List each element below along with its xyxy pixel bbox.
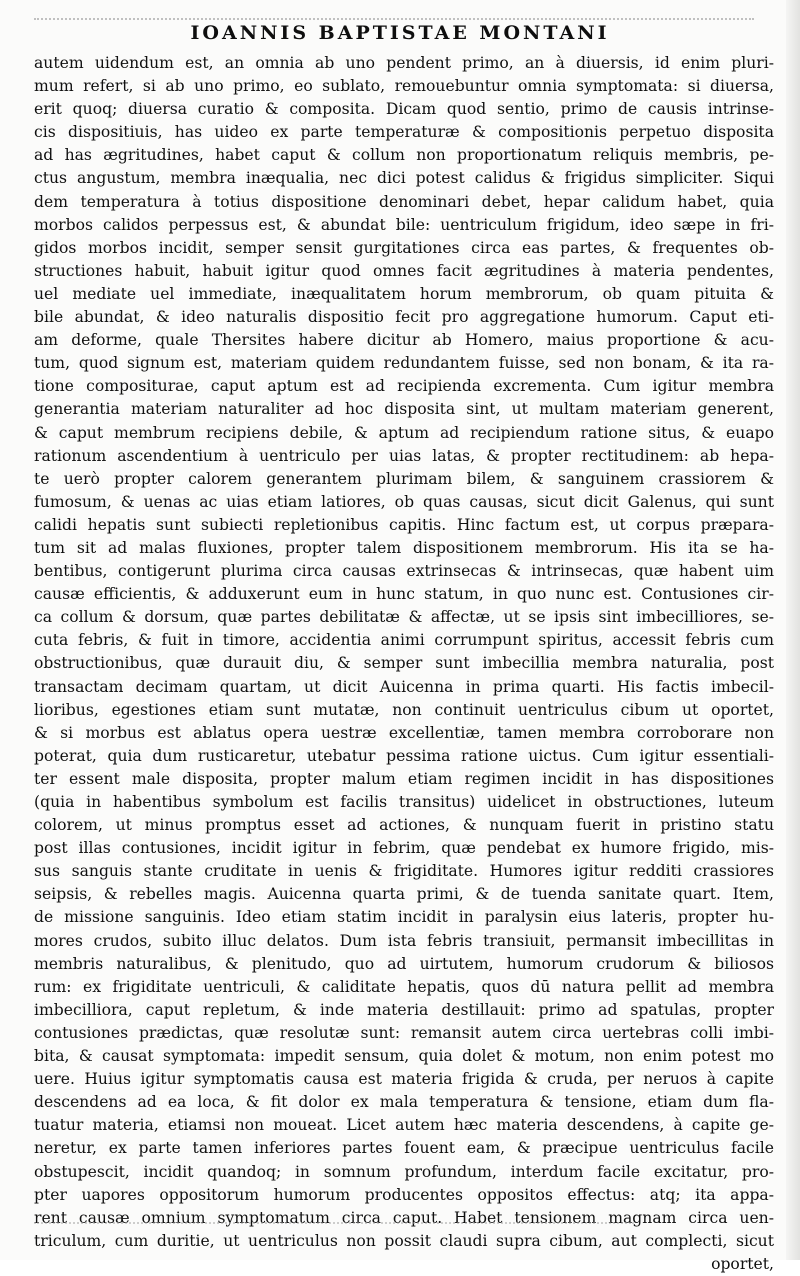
text-line: bile abundat, & ideo naturalis dispositio fecit pro aggregatione humorum. Caput eti- — [34, 308, 774, 327]
text-line: structiones habuit, habuit igitur quod omnes facit ægritudines à materia pendentes, — [34, 261, 774, 280]
text-line: lioribus, egestiones etiam sunt mutatæ, non continuit uentriculus cibum ut oportet, — [34, 700, 774, 719]
text-line: bita, & causat symptomata: impedit sensum, quia dolet & motum, non enim potest mo — [34, 1047, 774, 1066]
text-line: tione compositurae, caput aptum est ad recipienda excrementa. Cum igitur membra — [34, 377, 774, 396]
text-line: ca collum & dorsum, quæ partes debilitatæ & affectæ, ut se ipsis sint imbecilliores, se- — [34, 608, 774, 627]
text-line: calidi hepatis sunt subiecti repletionibus capitis. Hinc factum est, ut corpus præpara- — [34, 515, 774, 534]
text-line: & si morbus est ablatus opera uestræ excellentiæ, tamen membra corroborare non — [34, 723, 774, 742]
text-line: mum refert, si ab uno primo, eo sublato, remouebuntur omnia symptomata: si diuersa, — [34, 77, 774, 96]
show-through-bottom — [34, 1222, 634, 1230]
text-line: & caput membrum recipiens debile, & aptum ad recipiendum ratione situs, & euapo — [34, 423, 774, 442]
text-line: membris naturalibus, & plenitudo, quo ad uirtutem, humorum crudorum & biliosos — [34, 954, 774, 973]
text-line: tuatur materia, etiamsi non moueat. Licet autem hæc materia descendens, à capite ge- — [34, 1116, 774, 1135]
text-line: causæ efficientis, & adduxerunt eum in hunc statum, in quo nunc est. Contusiones cir- — [34, 585, 774, 604]
text-line: contusiones prædictas, quæ resolutæ sunt: remansit autem circa uertebras colli imbi- — [34, 1023, 774, 1042]
text-line: sus sanguis stante cruditate in uenis & frigiditate. Humores igitur redditi crassiores — [34, 862, 774, 881]
text-line: transactam decimam quartam, ut dicit Auicenna in prima quarti. His factis imbecil- — [34, 677, 774, 696]
text-line: tum sit ad malas fluxiones, propter talem dispositionem membrorum. His ita se ha- — [34, 538, 774, 557]
text-line: am deforme, quale Thersites habere dicitur ab Homero, maius proportione & acu- — [34, 331, 774, 350]
text-line: de missione sanguinis. Ideo etiam statim incidit in paralysin eius lateris, propter hu- — [34, 908, 774, 927]
text-line: descendens ad ea loca, & fit dolor ex mala temperatura & tensione, etiam dum fla- — [34, 1093, 774, 1112]
text-line: fumosum, & uenas ac uias etiam latiores, ob quas causas, sicut dicit Galenus, qui sunt — [34, 492, 774, 511]
text-line: uere. Huius igitur symptomatis causa est materia frigida & cruda, per neruos à capite — [34, 1070, 774, 1089]
text-line: rum: ex frigiditate uentriculi, & caliditate hepatis, quos dū natura pellit ad membra — [34, 977, 774, 996]
text-line: tum, quod signum est, materiam quidem redundantem fuisse, sed non bonam, & ita ra- — [34, 354, 774, 373]
text-line: cuta febris, & fuit in timore, accidentia animi corrumpunt spiritus, accessit febris cum — [34, 631, 774, 650]
text-line: post illas contusiones, incidit igitur in febrim, quæ pendebat ex humore frigido, mis- — [34, 839, 774, 858]
text-line: pter uapores oppositorum humorum producentes oppositos effectus: atq; ita appa- — [34, 1185, 774, 1204]
text-line: erit quoq; diuersa curatio & composita. Dicam quod sentio, primo de causis intrinse- — [34, 100, 774, 119]
text-block — [34, 52, 774, 1276]
text-line: rent causæ omnium symptomatum circa caput. Habet tensionem magnam circa uen- — [34, 1208, 774, 1227]
text-line: gidos morbos incidit, semper sensit gurgitationes circa eas partes, & frequentes ob- — [34, 238, 774, 257]
text-line: morbos calidos perpessus est, & abundat bile: uentriculum frigidum, ideo sæpe in fri- — [34, 215, 774, 234]
text-line: uel mediate uel immediate, inæqualitatem horum membrorum, ob quam pituita & — [34, 284, 774, 303]
text-line: obstructionibus, quæ durauit diu, & semper sunt imbecillia membra naturalia, post — [34, 654, 774, 673]
text-line: neretur, ex parte tamen inferiores partes fouent eam, & præcipue uentriculus facile — [34, 1139, 774, 1158]
page-edge-shadow — [786, 0, 800, 1260]
text-line: ter essent male disposita, propter malum etiam regimen incidit in has dispositiones — [34, 769, 774, 788]
text-line: mores crudos, subito illuc delatos. Dum ista febris transiuit, permansit imbecillitas in — [34, 931, 774, 950]
text-line: obstupescit, incidit quandoq; in somnum profundum, interdum facile excitatur, pro- — [34, 1162, 774, 1181]
text-line: te uerò propter calorem generantem plurimam bilem, & sanguinem crassiorem & — [34, 469, 774, 488]
text-line: (quia in habentibus symbolum est facilis transitus) uidelicet in obstructiones, luteum — [34, 793, 774, 811]
text-line: triculum, cum duritie, ut uentriculus non possit claudi supra cibum, aut complecti, sicut — [34, 1231, 774, 1250]
text-line: cis dispositiuis, has uideo ex parte temperaturæ & compositionis perpetuo disposita — [34, 123, 774, 142]
text-line: generantia materiam naturaliter ad hoc disposita sint, ut multam materiam generent, — [34, 400, 774, 419]
text-line: autem uidendum est, an omnia ab uno pendent primo, an à diuersis, id enim pluri- — [34, 54, 774, 72]
text-line: seipsis, & rebelles magis. Auicenna quarta primi, & de tuenda sanitate quart. Item, — [34, 885, 774, 904]
text-line: rationum ascendentium à uentriculo per uias latas, & propter rectitudinem: ab hepa- — [34, 446, 774, 465]
text-line: oportet, — [711, 1254, 774, 1273]
text-line: bentibus, contigerunt plurima circa causas extrinsecas & intrinsecas, quæ habent uim — [34, 562, 774, 581]
text-line: colorem, ut minus promptus esset ad actiones, & nunquam fuerit in pristino statu — [34, 816, 774, 835]
text-line: imbecilliora, caput repletum, & inde materia destillauit: primo ad spatulas, propter — [34, 1000, 774, 1019]
text-line: ad has ægritudines, habet caput & collum non proportionatum reliquis membris, pe- — [34, 146, 774, 165]
text-line: dem temperatura à totius dispositione denominari debet, hepar calidum habet, quia — [34, 192, 774, 211]
text-line: poterat, quia dum rusticaretur, utebatur pessima ratione uictus. Cum igitur essentiali- — [34, 746, 774, 765]
text-line: ctus angustum, membra inæqualia, nec dici potest calidus & frigidus simpliciter. Siqui — [34, 169, 774, 188]
running-head: IOANNIS BAPTISTAE MONTANI — [190, 22, 610, 44]
